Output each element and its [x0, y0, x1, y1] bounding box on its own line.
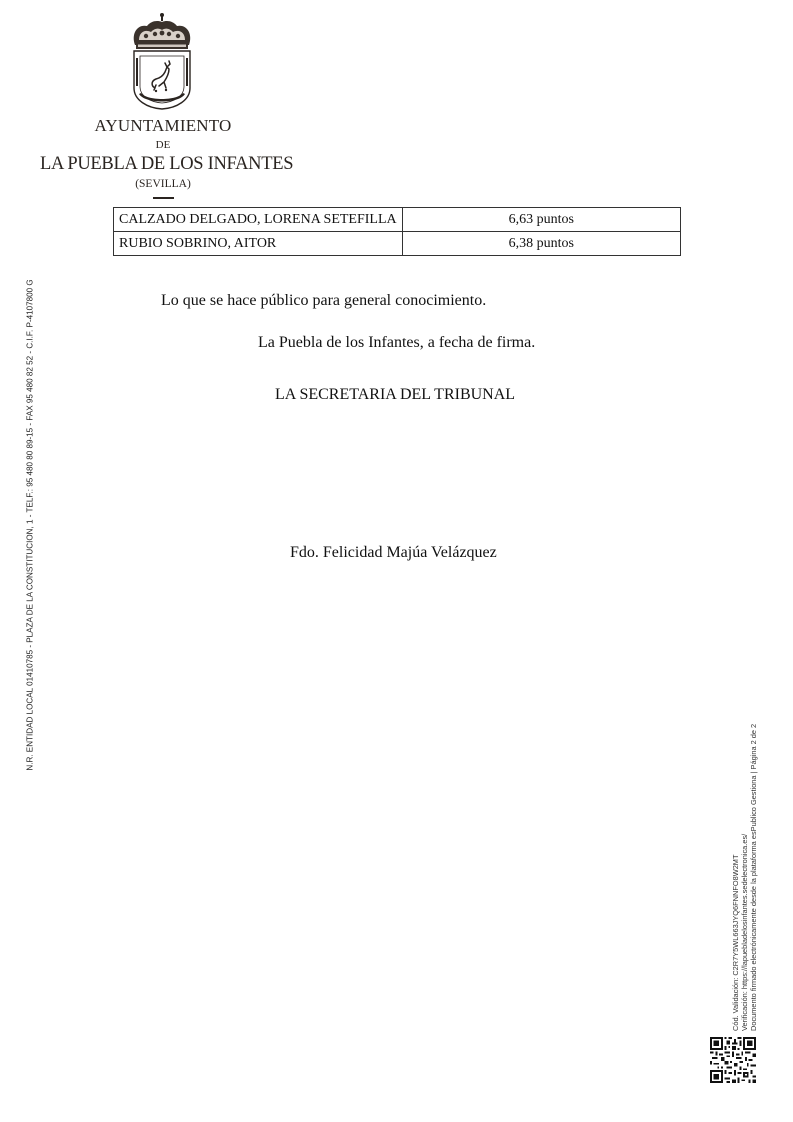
letterhead-council-name: AYUNTAMIENTO: [94, 116, 232, 135]
candidate-name: CALZADO DELGADO, LORENA SETEFILLA: [114, 208, 403, 232]
candidate-score: 6,38 puntos: [402, 232, 680, 256]
place-date-text: La Puebla de los Infantes, a fecha de firma.: [258, 334, 536, 351]
qr-code-icon: [710, 1037, 756, 1083]
signed-notice: Documento firmado electrónicamente desde la plataforma esPublico Gestiona | Página 2 de 2: [749, 723, 758, 1031]
candidate-name: RUBIO SOBRINO, AITOR: [114, 232, 403, 256]
letterhead-rule: [153, 197, 174, 199]
signature-line: Fdo. Felicidad Majúa Velázquez: [290, 544, 497, 561]
letterhead-town-name: LA PUEBLA DE LOS INFANTES: [40, 154, 294, 174]
coat-of-arms-icon: [129, 12, 195, 110]
letterhead-province: (SEVILLA): [135, 178, 191, 190]
signer-role: LA SECRETARIA DEL TRIBUNAL: [275, 386, 516, 403]
council-contact-text: N.R. ENTIDAD LOCAL 01410785 - PLAZA DE LA CONSTITUCION, 1 - TELF.: 95 480 80 89-15 - FAX 95 480 82 52 - C.I.F. P-4107800 G: [25, 279, 35, 771]
scores-table: [113, 207, 681, 256]
candidate-score: 6,63 puntos: [402, 208, 680, 232]
table-row: [114, 232, 681, 256]
verification-url[interactable]: Verificación: https://lapuebladelosinfantes.sedelectronica.es/: [740, 833, 749, 1031]
letterhead-de: DE: [155, 139, 171, 151]
table-row: [114, 208, 681, 232]
validation-code: Cód. Validación: C2R7Y5WL663JYQ6FNNFO8W2MT: [731, 854, 740, 1031]
public-notice-text: Lo que se hace público para general conocimiento.: [161, 292, 487, 309]
